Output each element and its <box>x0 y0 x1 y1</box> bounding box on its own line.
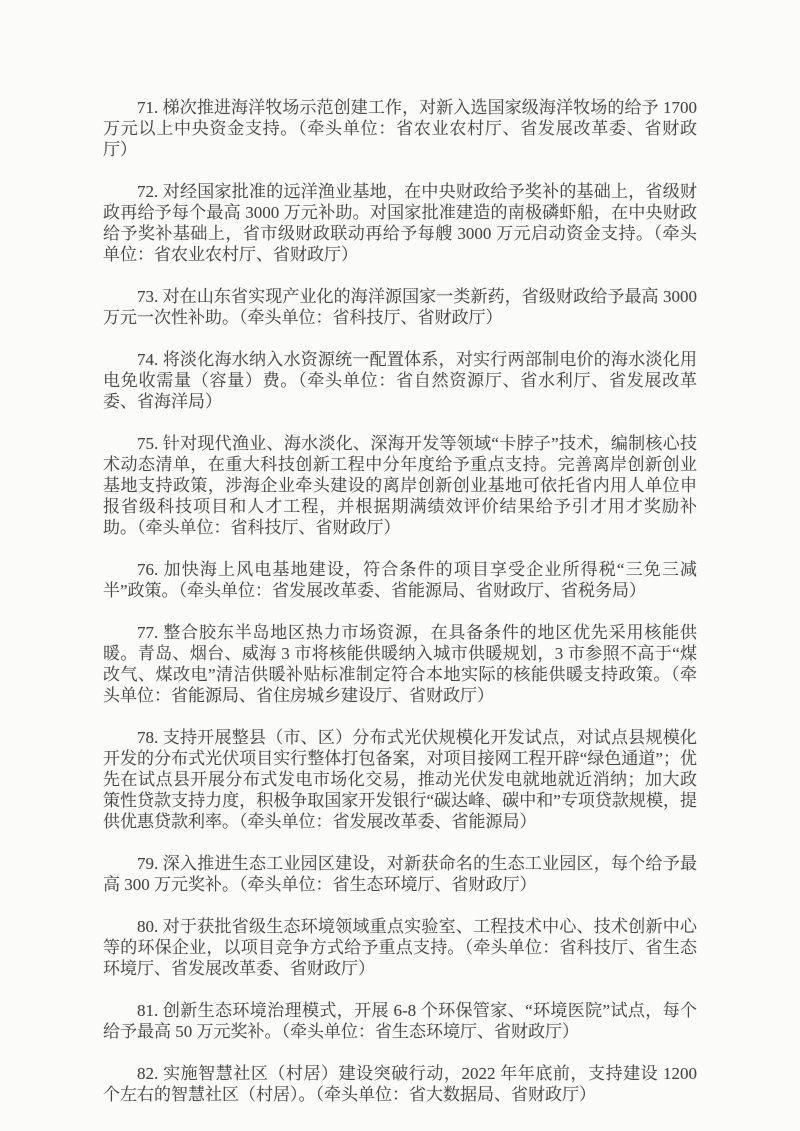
item-number: 78. <box>137 728 159 747</box>
policy-item-76 <box>103 559 697 601</box>
policy-item-74 <box>103 349 697 412</box>
policy-item-71 <box>103 97 697 160</box>
policy-item-77 <box>103 622 697 706</box>
item-number: 81. <box>137 1001 159 1020</box>
item-text: 针对现代渔业、海水淡化、深海开发等领域“卡脖子”技术，编制核心技术动态清单，在重大科技创新工程中分年度给予重点支持。完善离岸创新创业基地支持政策，涉海企业牵头建设的离岸创新创业基地可依托省内用人单位申报省级科技项目和人才工程，并根据期满绩效评价结果给予引才用才奖励补助。（牵头单位：省科技厅、省财政厅） <box>103 434 697 537</box>
item-number: 76. <box>137 560 159 579</box>
item-number: 82. <box>137 1064 159 1083</box>
item-text: 加快海上风电基地建设，符合条件的项目享受企业所得税“三免三减半”政策。（牵头单位：省发展改革委、省能源局、省财政厅、省税务局） <box>103 560 698 600</box>
policy-item-79 <box>103 853 697 895</box>
policy-item-78 <box>103 727 697 832</box>
item-text: 实施智慧社区（村居）建设突破行动，2022 年年底前，支持建设 1200 个左右的智慧社区（村居）。（牵头单位：省大数据局、省财政厅） <box>103 1064 698 1104</box>
item-text: 对在山东省实现产业化的海洋源国家一类新药，省级财政给予最高 3000 万元一次性补助。（牵头单位：省科技厅、省财政厅） <box>103 287 698 327</box>
item-number: 80. <box>137 917 159 936</box>
policy-item-82 <box>103 1063 697 1105</box>
policy-item-72 <box>103 181 697 265</box>
item-number: 74. <box>137 350 159 369</box>
policy-item-75 <box>103 433 697 538</box>
item-number: 73. <box>137 287 159 306</box>
item-text: 对于获批省级生态环境领域重点实验室、工程技术中心、技术创新中心等的环保企业，以项目竞争方式给予重点支持。（牵头单位：省科技厅、省生态环境厅、省发展改革委、省财政厅） <box>103 917 698 978</box>
item-text: 整合胶东半岛地区热力市场资源，在具备条件的地区优先采用核能供暖。青岛、烟台、威海 3 市将核能供暖纳入城市供暖规划，3 市参照不高于“煤改气、煤改电”清洁供暖补贴标准制定符合本地实际的核能供暖支持政策。（牵头单位：省能源局、省住房城乡建设厅、省财政厅） <box>103 623 698 705</box>
item-text: 对经国家批准的远洋渔业基地，在中央财政给予奖补的基础上，省级财政再给予每个最高 3000 万元补助。对国家批准建造的南极磷虾船，在中央财政给予奖补基础上，省市级财政联动再给予每艘 3000 万元启动资金支持。（牵头单位：省农业农村厅、省财政厅） <box>103 182 698 264</box>
document-body <box>103 97 697 1105</box>
item-number: 72. <box>137 182 159 201</box>
item-number: 75. <box>137 434 159 453</box>
item-text: 将淡化海水纳入水资源统一配置体系，对实行两部制电价的海水淡化用电免收需量（容量）费。（牵头单位：省自然资源厅、省水利厅、省发展改革委、省海洋局） <box>103 350 698 411</box>
item-number: 77. <box>137 623 159 642</box>
item-text: 深入推进生态工业园区建设，对新获命名的生态工业园区，每个给予最高 300 万元奖补。（牵头单位：省生态环境厅、省财政厅） <box>103 854 698 894</box>
item-text: 梯次推进海洋牧场示范创建工作，对新入选国家级海洋牧场的给予 1700 万元以上中央资金支持。（牵头单位：省农业农村厅、省发展改革委、省财政厅） <box>103 98 698 159</box>
item-number: 71. <box>137 98 159 117</box>
item-text: 支持开展整县（市、区）分布式光伏规模化开发试点，对试点县规模化开发的分布式光伏项目实行整体打包备案，对项目接网工程开辟“绿色通道”；优先在试点县开展分布式发电市场化交易，推动光伏发电就地就近消纳；加大政策性贷款支持力度，积极争取国家开发银行“碳达峰、碳中和”专项贷款规模，提供优惠贷款利率。（牵头单位：省发展改革委、省能源局） <box>103 728 698 831</box>
policy-item-73 <box>103 286 697 328</box>
item-text: 创新生态环境治理模式，开展 6-8 个环保管家、“环境医院”试点，每个给予最高 50 万元奖补。（牵头单位：省生态环境厅、省财政厅） <box>103 1001 697 1041</box>
policy-item-80 <box>103 916 697 979</box>
item-number: 79. <box>137 854 159 873</box>
policy-item-81 <box>103 1000 697 1042</box>
